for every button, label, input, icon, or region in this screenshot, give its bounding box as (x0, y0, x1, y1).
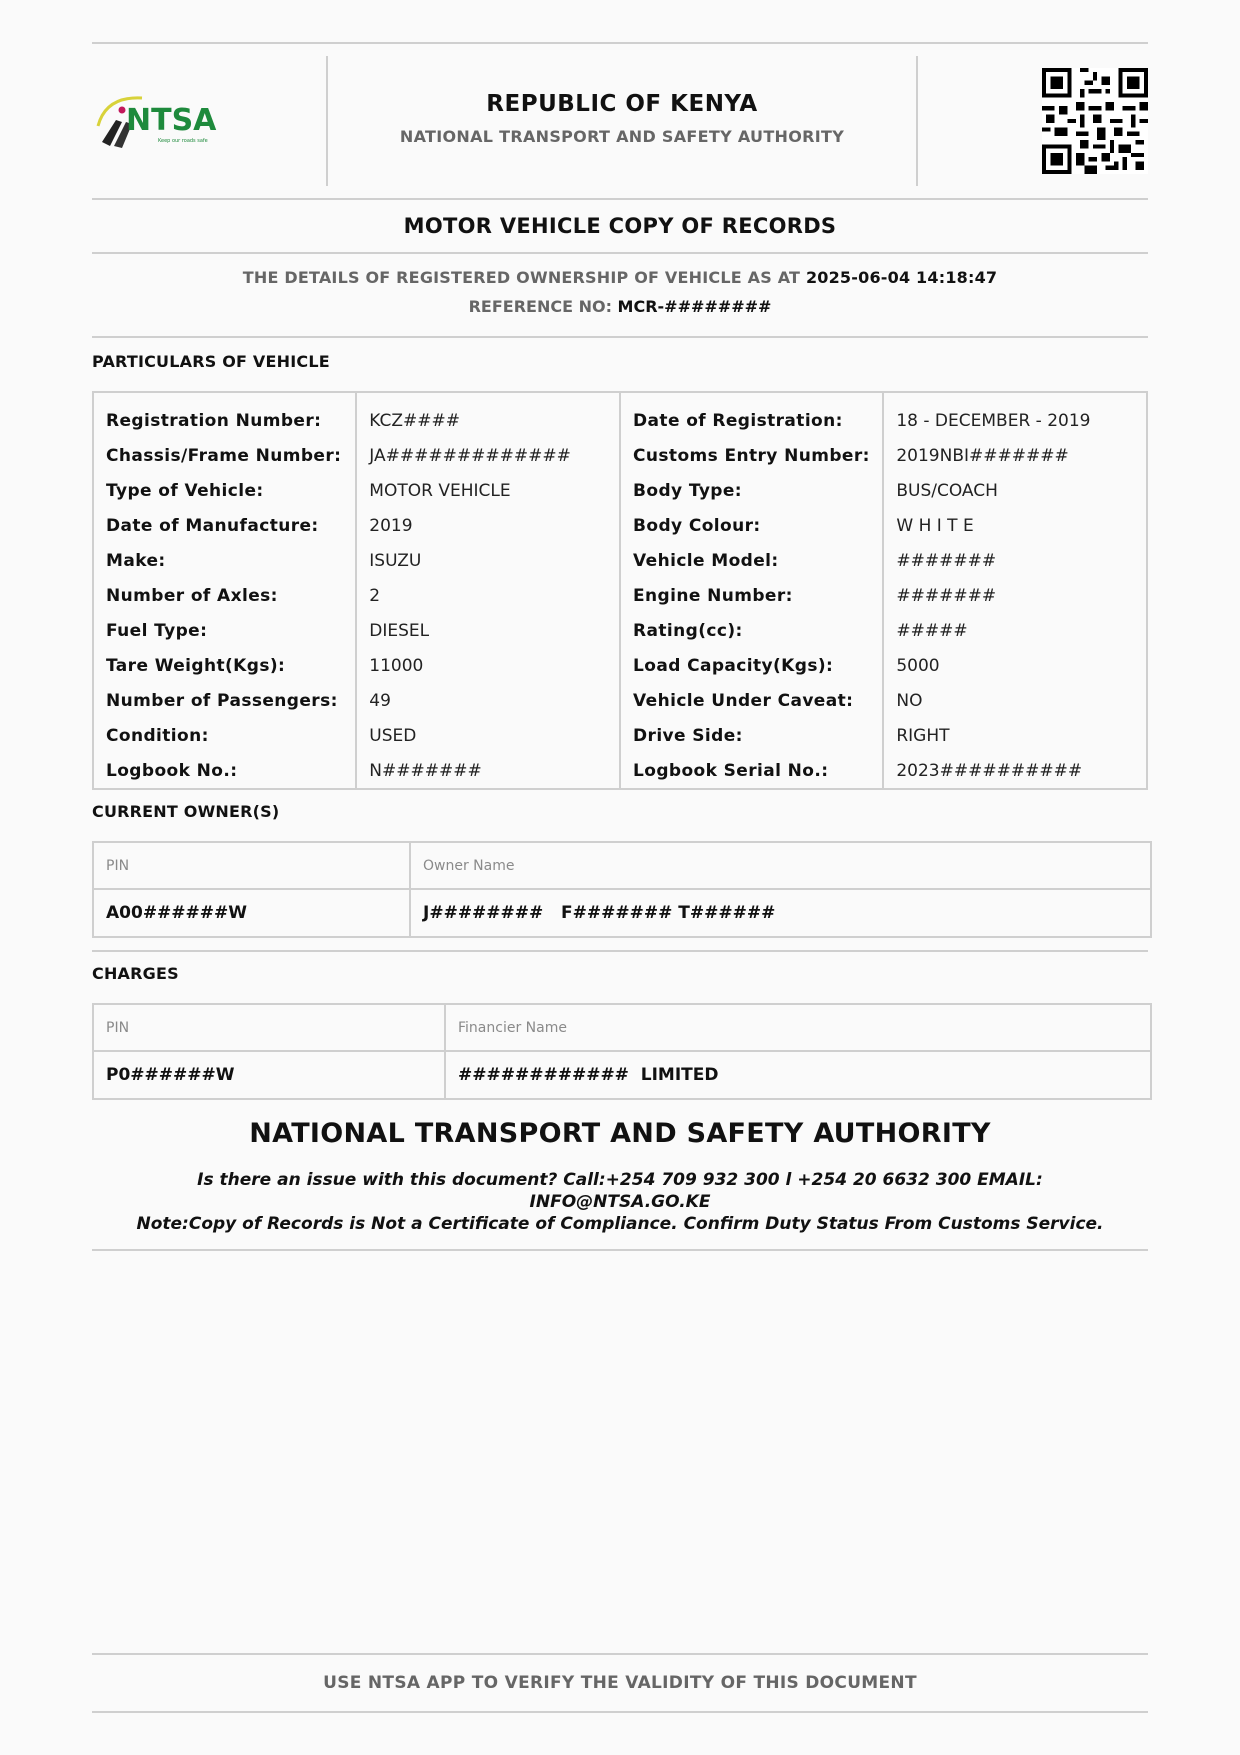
field-value: NO (883, 683, 1147, 718)
field-value: 49 (356, 683, 620, 718)
field-label: Drive Side: (620, 718, 883, 753)
footer-contact (92, 1169, 1148, 1235)
field-label: Body Colour: (620, 508, 883, 543)
particulars-heading: PARTICULARS OF VEHICLE (92, 352, 330, 371)
authority-subtitle: NATIONAL TRANSPORT AND SAFETY AUTHORITY (399, 126, 845, 146)
field-label: Chassis/Frame Number: (93, 438, 356, 473)
field-value: 2019NBI####### (883, 438, 1147, 473)
divider (92, 950, 1148, 952)
field-label: Logbook Serial No.: (620, 753, 883, 789)
contact-email: INFO@NTSA.GO.KE (529, 1192, 711, 1212)
as-at-line (92, 268, 1148, 287)
field-value: ##### (883, 613, 1147, 648)
owner-name: J######## F####### T###### (409, 890, 1150, 936)
field-label: Number of Axles: (93, 578, 356, 613)
particulars-row (93, 543, 1147, 578)
field-value: MOTOR VEHICLE (356, 473, 620, 508)
field-label: Registration Number: (93, 392, 356, 438)
owners-col-pin: PIN (94, 843, 409, 890)
field-value: JA############# (356, 438, 620, 473)
field-label: Load Capacity(Kgs): (620, 648, 883, 683)
owner-pin: A00######W (106, 903, 248, 923)
owners-col-name: Owner Name (409, 843, 1150, 890)
field-value: BUS/COACH (883, 473, 1147, 508)
as-at-label: THE DETAILS OF REGISTERED OWNERSHIP OF VEHICLE AS AT (242, 268, 801, 287)
country-title: REPUBLIC OF KENYA (486, 90, 758, 117)
qr-code-icon (1042, 68, 1148, 174)
financier-name: ############ LIMITED (444, 1052, 1150, 1098)
field-label: Fuel Type: (93, 613, 356, 648)
divider (92, 1249, 1148, 1251)
field-label: Rating(cc): (620, 613, 883, 648)
reference-label: REFERENCE NO: (468, 297, 612, 316)
reference-number: MCR-######## (617, 297, 772, 316)
field-value: 11000 (356, 648, 620, 683)
field-label: Vehicle Under Caveat: (620, 683, 883, 718)
document-page (92, 42, 1148, 1251)
field-value: 18 - DECEMBER - 2019 (883, 392, 1147, 438)
charges-col-financier: Financier Name (444, 1005, 1150, 1052)
owners-table (92, 841, 1152, 938)
field-label: Condition: (93, 718, 356, 753)
field-label: Engine Number: (620, 578, 883, 613)
footer-authority-title: NATIONAL TRANSPORT AND SAFETY AUTHORITY (249, 1118, 991, 1149)
charges-heading: CHARGES (92, 964, 179, 983)
divider (92, 1711, 1148, 1713)
divider (92, 336, 1148, 338)
field-label: Customs Entry Number: (620, 438, 883, 473)
field-value: 2 (356, 578, 620, 613)
verify-notice: USE NTSA APP TO VERIFY THE VALIDITY OF THIS DOCUMENT (323, 1673, 917, 1693)
field-value: ####### (883, 543, 1147, 578)
field-value: N####### (356, 753, 620, 789)
field-value: USED (356, 718, 620, 753)
particulars-row (93, 648, 1147, 683)
header-titles (328, 44, 916, 198)
field-value: 2023########## (883, 753, 1147, 789)
particulars-table (92, 391, 1148, 790)
field-label: Vehicle Model: (620, 543, 883, 578)
qr-code (918, 44, 1148, 198)
particulars-row (93, 718, 1147, 753)
field-value: 2019 (356, 508, 620, 543)
charges-table (92, 1003, 1152, 1100)
contact-line: Is there an issue with this document? Call:+254 709 932 300 l +254 20 6632 300 EMAIL: (197, 1170, 1043, 1190)
field-label: Make: (93, 543, 356, 578)
reference-line (92, 297, 1148, 316)
svg-text:NTSA: NTSA (126, 103, 217, 138)
charge-pin: P0######W (106, 1065, 235, 1085)
field-label: Logbook No.: (93, 753, 356, 789)
field-value: RIGHT (883, 718, 1147, 753)
divider (92, 252, 1148, 254)
particulars-row (93, 392, 1147, 438)
field-value: ####### (883, 578, 1147, 613)
field-label: Number of Passengers: (93, 683, 356, 718)
particulars-row (93, 683, 1147, 718)
document-title: MOTOR VEHICLE COPY OF RECORDS (403, 214, 837, 238)
field-label: Tare Weight(Kgs): (93, 648, 356, 683)
field-label: Body Type: (620, 473, 883, 508)
field-label: Date of Registration: (620, 392, 883, 438)
particulars-row (93, 753, 1147, 789)
particulars-row (93, 578, 1147, 613)
particulars-row (93, 508, 1147, 543)
particulars-row (93, 613, 1147, 648)
document-header (92, 44, 1148, 198)
field-label: Date of Manufacture: (93, 508, 356, 543)
field-value: KCZ#### (356, 392, 620, 438)
field-value: DIESEL (356, 613, 620, 648)
particulars-row (93, 473, 1147, 508)
particulars-row (93, 438, 1147, 473)
compliance-note: Note:Copy of Records is Not a Certificate of Compliance. Confirm Duty Status From Customs Service. (136, 1214, 1104, 1234)
charges-col-pin: PIN (94, 1005, 444, 1052)
ntsa-logo (92, 44, 326, 198)
owners-heading: CURRENT OWNER(S) (92, 802, 280, 821)
as-at-timestamp: 2025-06-04 14:18:47 (805, 268, 998, 287)
verify-footer (92, 1653, 1148, 1713)
field-value: 5000 (883, 648, 1147, 683)
field-label: Type of Vehicle: (93, 473, 356, 508)
ntsa-logo-icon (92, 90, 244, 152)
svg-text:Keep our roads safe: Keep our roads safe (158, 138, 208, 144)
field-value: W H I T E (883, 508, 1147, 543)
field-value: ISUZU (356, 543, 620, 578)
